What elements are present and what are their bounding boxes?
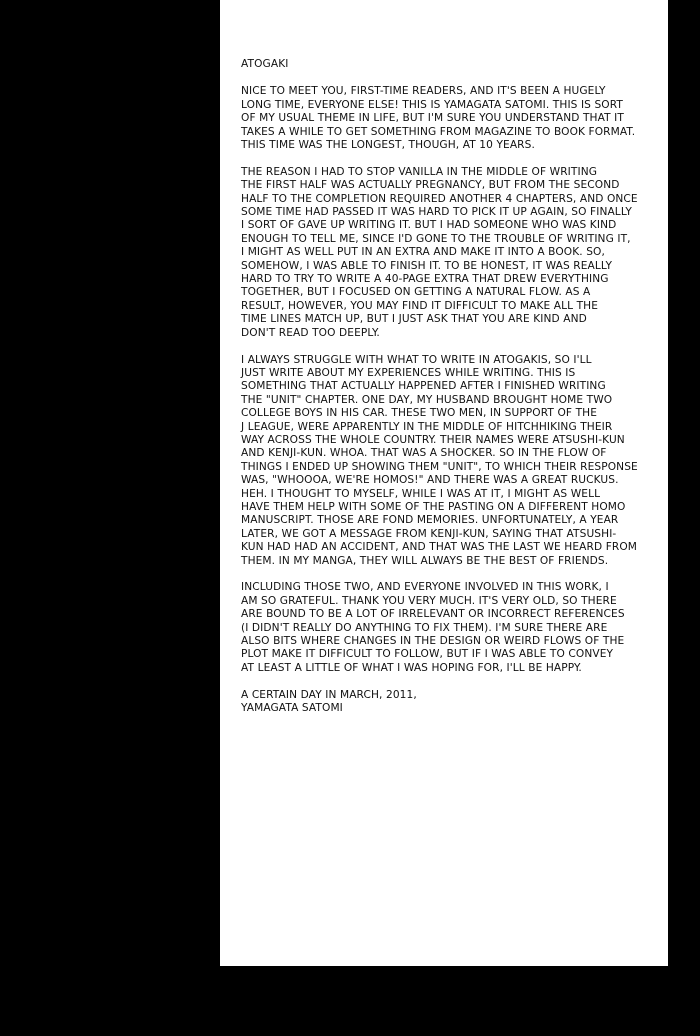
text-line: THE FIRST HALF WAS ACTUALLY PREGNANCY, BUT FROM THE SECOND [241,179,620,192]
text-line: TIME LINES MATCH UP, BUT I JUST ASK THAT YOU ARE KIND AND [241,313,587,326]
text-line: KUN HAD HAD AN ACCIDENT, AND THAT WAS THE LAST WE HEARD FROM [241,541,638,554]
text-line: SOME TIME HAD PASSED IT WAS HARD TO PICK IT UP AGAIN, SO FINALLY [241,206,632,219]
text-line: ALSO BITS WHERE CHANGES IN THE DESIGN OR WEIRD FLOWS OF THE [241,635,625,648]
afterword-text [241,58,641,715]
text-line: WAY ACROSS THE WHOLE COUNTRY. THEIR NAMES WERE ATSUSHI-KUN [241,433,625,446]
text-line: HEH. I THOUGHT TO MYSELF, WHILE I WAS AT IT, I MIGHT AS WELL [241,487,601,500]
text-line: COLLEGE BOYS IN HIS CAR. THESE TWO MEN, IN SUPPORT OF THE [241,407,597,420]
text-line: THE "UNIT" CHAPTER. ONE DAY, MY HUSBAND BROUGHT HOME TWO [241,393,613,406]
text-line: SOMEHOW, I WAS ABLE TO FINISH IT. TO BE HONEST, IT WAS REALLY [241,259,613,272]
text-line: ENOUGH TO TELL ME, SINCE I'D GONE TO THE TROUBLE OF WRITING IT, [241,232,631,245]
text-line: HARD TO TRY TO WRITE A 40-PAGE EXTRA THAT DREW EVERYTHING [241,273,609,286]
text-line: LATER, WE GOT A MESSAGE FROM KENJI-KUN, SAYING THAT ATSUSHI- [241,527,617,540]
text-line: WAS, "WHOOOA, WE'RE HOMOS!" AND THERE WAS A GREAT RUCKUS. [241,474,619,487]
text-line: TAKES A WHILE TO GET SOMETHING FROM MAGAZINE TO BOOK FORMAT. [241,125,636,138]
text-line: MANUSCRIPT. THOSE ARE FOND MEMORIES. UNFORTUNATELY, A YEAR [241,514,619,527]
paragraph-1 [241,85,641,152]
text-line: AND KENJI-KUN. WHOA. THAT WAS A SHOCKER. SO IN THE FLOW OF [241,447,607,460]
text-line: J LEAGUE, WERE APPARENTLY IN THE MIDDLE OF HITCHHIKING THEIR [241,420,613,433]
text-line: SOMETHING THAT ACTUALLY HAPPENED AFTER I FINISHED WRITING [241,380,606,393]
signoff [241,689,641,716]
text-line: HAVE THEM HELP WITH SOME OF THE PASTING ON A DIFFERENT HOMO [241,500,626,513]
text-line: I MIGHT AS WELL PUT IN AN EXTRA AND MAKE IT INTO A BOOK. SO, [241,246,605,259]
text-line: I ALWAYS STRUGGLE WITH WHAT TO WRITE IN ATOGAKIS, SO I'LL [241,353,592,366]
afterword-heading: ATOGAKI [241,58,289,70]
text-line: (I DIDN'T REALLY DO ANYTHING TO FIX THEM). I'M SURE THERE ARE [241,621,608,634]
paragraph-4 [241,581,641,675]
text-line: INCLUDING THOSE TWO, AND EVERYONE INVOLVED IN THIS WORK, I [241,581,609,594]
paragraph-2 [241,166,641,340]
text-line: TOGETHER, BUT I FOCUSED ON GETTING A NATURAL FLOW. AS A [241,286,591,299]
text-line: OF MY USUAL THEME IN LIFE, BUT I'M SURE YOU UNDERSTAND THAT IT [241,112,624,125]
text-line: HALF TO THE COMPLETION REQUIRED ANOTHER 4 CHAPTERS, AND ONCE [241,192,638,205]
text-line: THINGS I ENDED UP SHOWING THEM "UNIT", TO WHICH THEIR RESPONSE [241,460,638,473]
text-line: THEM. IN MY MANGA, THEY WILL ALWAYS BE THE BEST OF FRIENDS. [241,554,609,567]
signoff-author: YAMAGATA SATOMI [241,702,343,715]
text-line: NICE TO MEET YOU, FIRST-TIME READERS, AND IT'S BEEN A HUGELY [241,85,606,98]
text-line: AM SO GRATEFUL. THANK YOU VERY MUCH. IT'S VERY OLD, SO THERE [241,594,617,607]
text-line: DON'T READ TOO DEEPLY. [241,326,380,339]
paragraph-3 [241,354,641,569]
text-line: I SORT OF GAVE UP WRITING IT. BUT I HAD SOMEONE WHO WAS KIND [241,219,617,232]
text-line: LONG TIME, EVERYONE ELSE! THIS IS YAMAGATA SATOMI. THIS IS SORT [241,98,623,111]
text-line: RESULT, HOWEVER, YOU MAY FIND IT DIFFICULT TO MAKE ALL THE [241,299,599,312]
signoff-date: A CERTAIN DAY IN MARCH, 2011, [241,688,417,701]
text-line: JUST WRITE ABOUT MY EXPERIENCES WHILE WRITING. THIS IS [241,366,576,379]
text-line: PLOT MAKE IT DIFFICULT TO FOLLOW, BUT IF I WAS ABLE TO CONVEY [241,648,614,661]
document-page [220,0,668,966]
text-line: THIS TIME WAS THE LONGEST, THOUGH, AT 10 YEARS. [241,139,535,152]
text-line: THE REASON I HAD TO STOP VANILLA IN THE MIDDLE OF WRITING [241,165,598,178]
text-line: AT LEAST A LITTLE OF WHAT I WAS HOPING FOR, I'LL BE HAPPY. [241,661,582,674]
text-line: ARE BOUND TO BE A LOT OF IRRELEVANT OR INCORRECT REFERENCES [241,608,625,621]
